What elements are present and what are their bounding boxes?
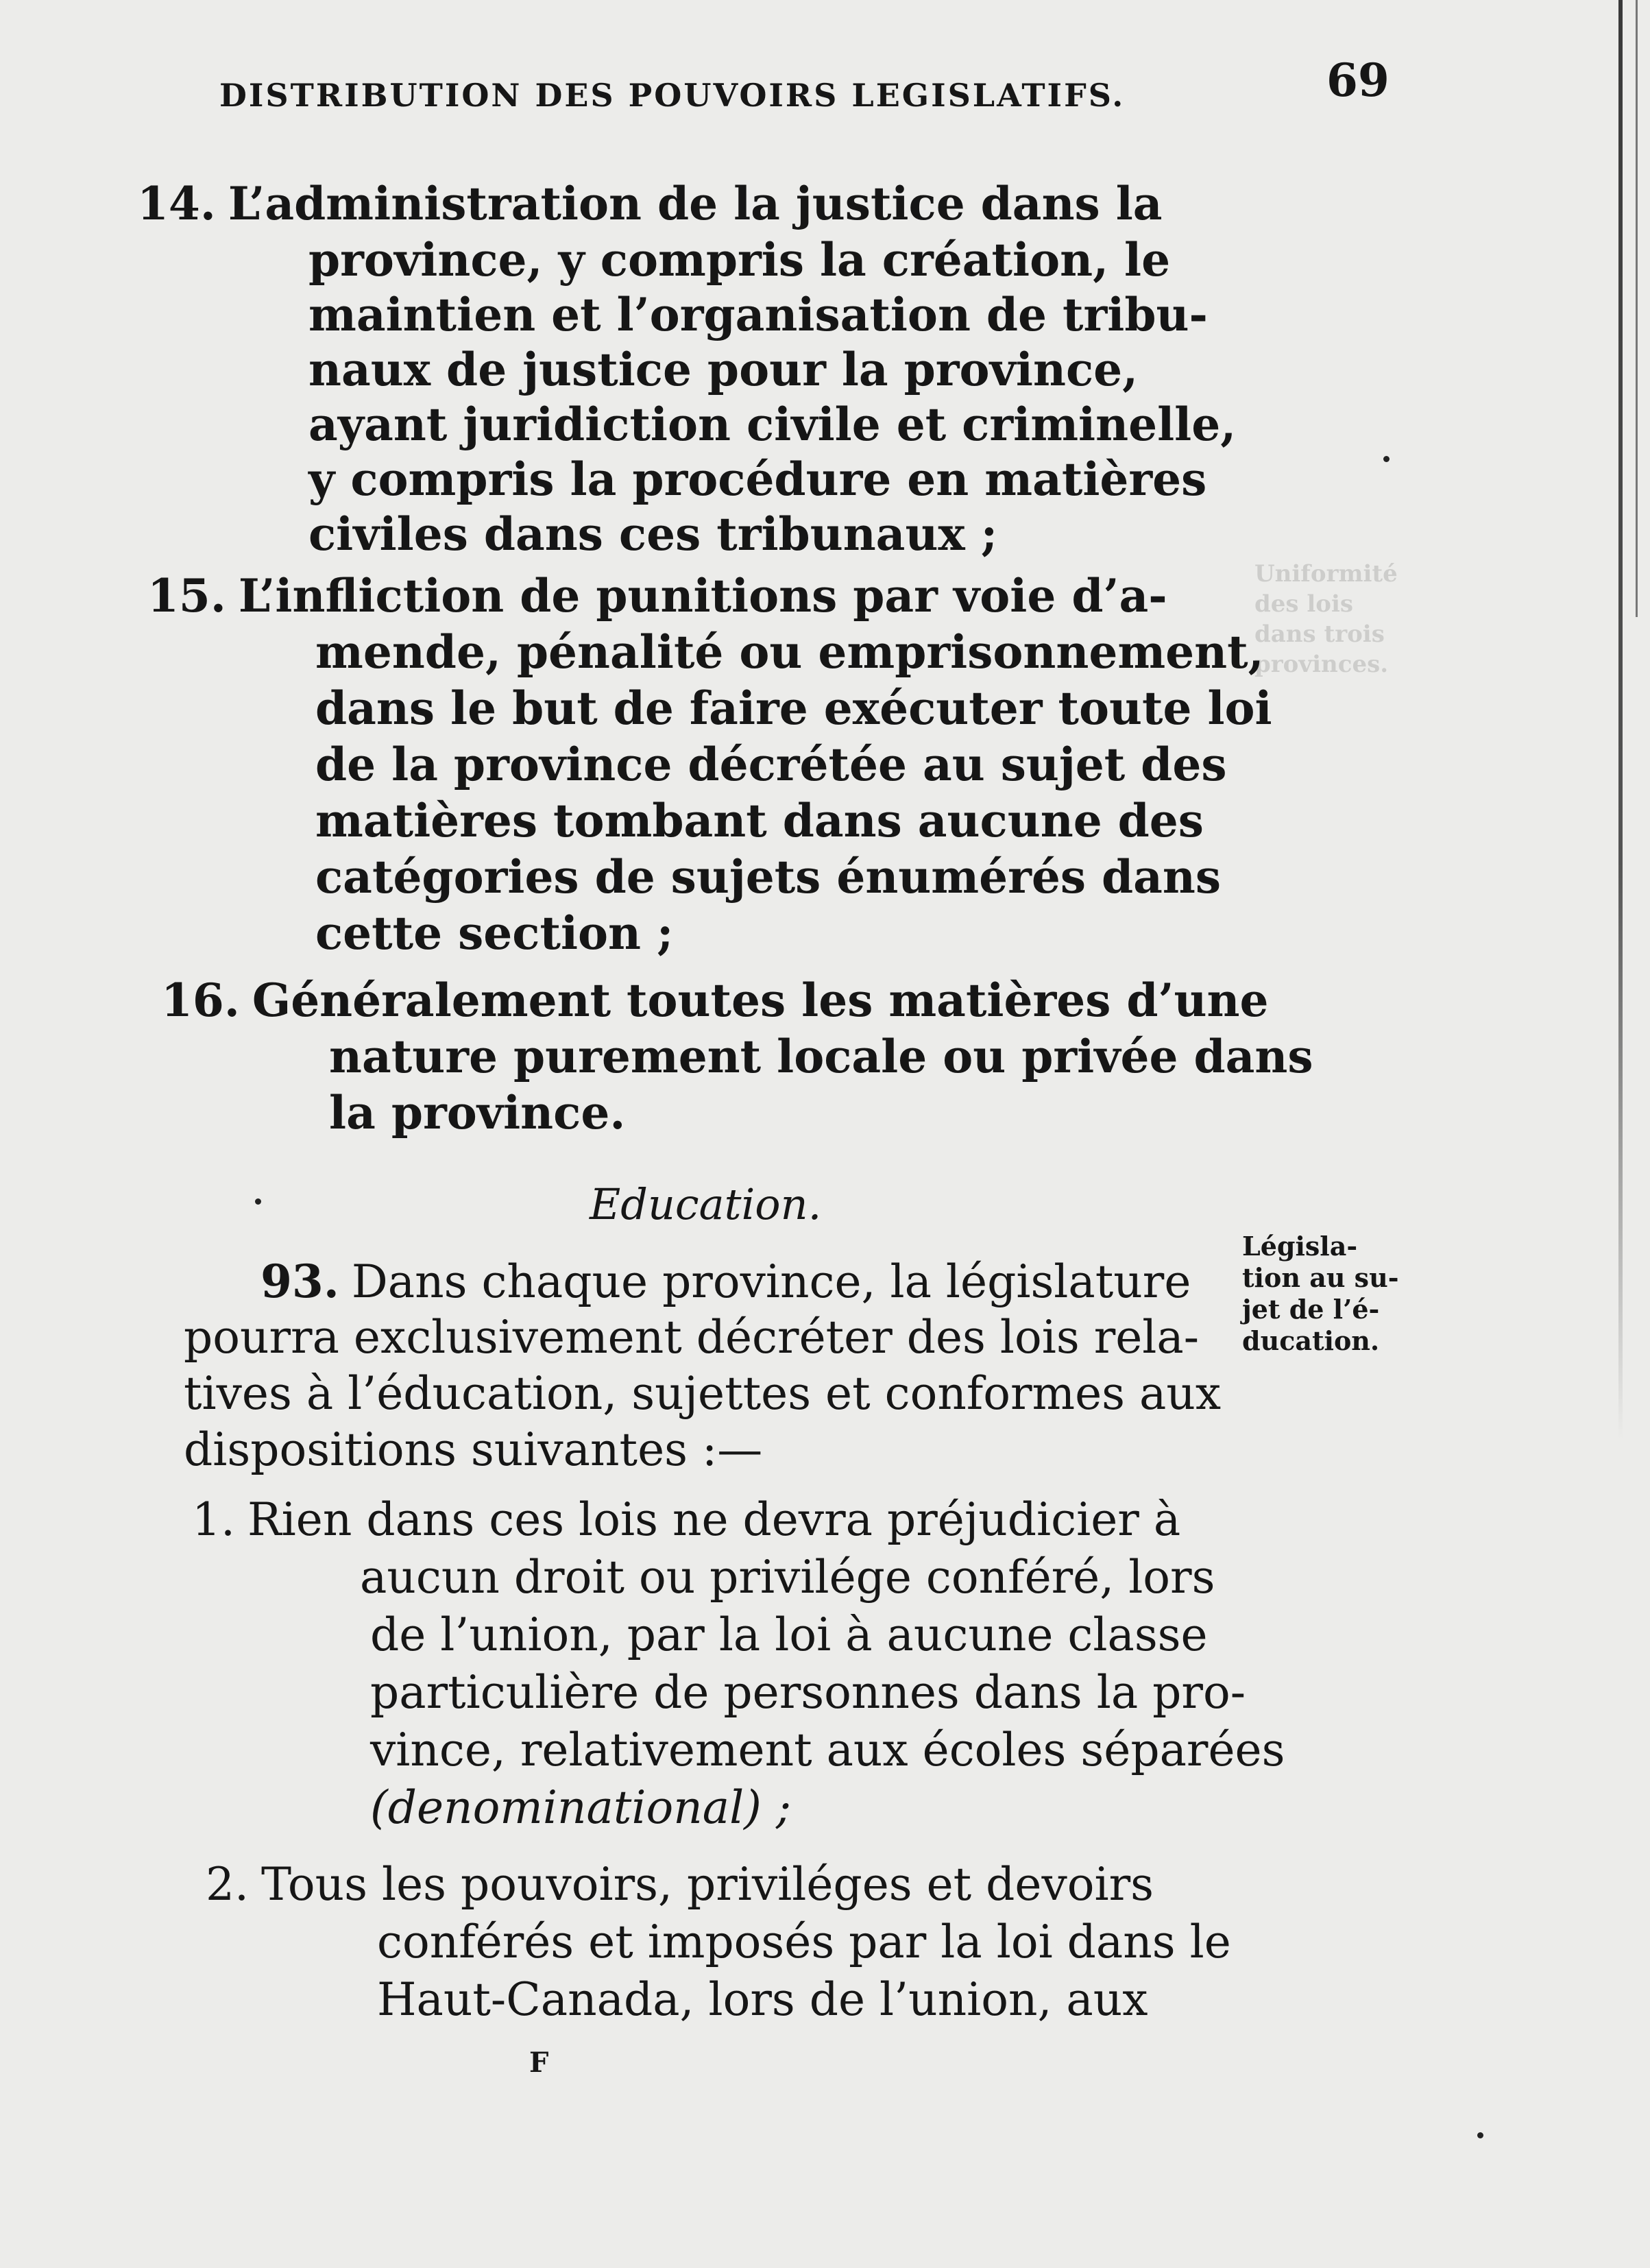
- item-15-line: catégories de sujets énumérés dans: [315, 850, 1222, 904]
- item-number: 14.: [137, 177, 216, 230]
- page-edge-shadow: [1618, 0, 1623, 1440]
- item-15-line: cette section ;: [315, 906, 674, 960]
- section-93-line: tives à l’éducation, sujettes et conformes aux: [184, 1367, 1222, 1420]
- bleed-through-line: provinces.: [1254, 651, 1389, 678]
- subsection-number: 2.: [206, 1858, 249, 1911]
- subsection-2-line: Haut-Canada, lors de l’union, aux: [377, 1973, 1148, 2026]
- ink-speck: [1477, 2132, 1483, 2138]
- item-number: 16.: [161, 974, 240, 1027]
- item-16-line: nature purement locale ou privée dans: [329, 1030, 1313, 1083]
- section-93-line: pourra exclusivement décréter des lois rela-: [184, 1311, 1200, 1364]
- item-16-line: la province.: [329, 1086, 626, 1139]
- item-15-line: dans le but de faire exécuter toute loi: [315, 681, 1272, 735]
- item-15-line: de la province décrétée au sujet des: [315, 738, 1227, 791]
- subsection-1-line: particulière de personnes dans la pro-: [370, 1666, 1246, 1719]
- subsection-2-line: conférés et imposés par la loi dans le: [377, 1916, 1231, 1968]
- margin-note: [1242, 1231, 1398, 1357]
- margin-note-line: tion au su-: [1242, 1262, 1399, 1293]
- item-15-line: mende, pénalité ou emprisonnement,: [315, 625, 1264, 679]
- section-93-line: 93. Dans chaque province, la législature: [260, 1255, 1191, 1308]
- running-header: DISTRIBUTION DES POUVOIRS LEGISLATIFS.: [219, 77, 1126, 114]
- margin-note-line: ducation.: [1242, 1325, 1380, 1356]
- item-14-line: ayant juridiction civile et criminelle,: [308, 398, 1237, 451]
- section-heading: Education.: [590, 1179, 822, 1229]
- item-14-line: civiles dans ces tribunaux ;: [308, 507, 998, 561]
- signature-mark: F: [529, 2047, 549, 2079]
- item-14-line: maintien et l’organisation de tribu-: [308, 288, 1208, 341]
- subsection-number: 1.: [192, 1493, 235, 1546]
- item-14-line: province, y compris la création, le: [308, 233, 1171, 287]
- item-number: 15.: [147, 569, 226, 623]
- margin-note-line: Législa-: [1242, 1231, 1358, 1262]
- section-number: 93.: [260, 1255, 339, 1308]
- subsection-1-line: de l’union, par la loi à aucune classe: [370, 1608, 1208, 1661]
- item-14-line: 14. L’administration de la justice dans la: [137, 177, 1163, 230]
- bleed-through-margin-note: [1254, 559, 1398, 679]
- item-16-line: 16. Généralement toutes les matières d’une: [161, 974, 1269, 1027]
- item-14-line: y compris la procédure en matières: [308, 453, 1207, 506]
- item-14-line: naux de justice pour la province,: [308, 343, 1139, 396]
- margin-note-line: jet de l’é-: [1242, 1294, 1380, 1325]
- subsection-1-line: (denominational) ;: [370, 1781, 792, 1834]
- bleed-through-line: Uniformité: [1254, 560, 1398, 588]
- subsection-1-line: 1. Rien dans ces lois ne devra préjudicier à: [192, 1493, 1181, 1546]
- subsection-2-line: 2. Tous les pouvoirs, priviléges et devoirs: [206, 1858, 1154, 1911]
- subsection-1-line: vince, relativement aux écoles séparées: [370, 1724, 1285, 1776]
- item-15-line: 15. L’infliction de punitions par voie d’a-: [147, 569, 1167, 623]
- ink-speck: [255, 1198, 261, 1205]
- item-15-line: matières tombant dans aucune des: [315, 794, 1204, 847]
- bleed-through-line: des lois: [1254, 590, 1354, 618]
- ink-speck: [1383, 456, 1390, 462]
- section-93-line: dispositions suivantes :—: [184, 1423, 763, 1476]
- page-edge-line: [1636, 0, 1638, 617]
- page-number: 69: [1326, 53, 1390, 107]
- bleed-through-line: dans trois: [1254, 620, 1385, 648]
- subsection-1-line: aucun droit ou privilége conféré, lors: [360, 1551, 1215, 1604]
